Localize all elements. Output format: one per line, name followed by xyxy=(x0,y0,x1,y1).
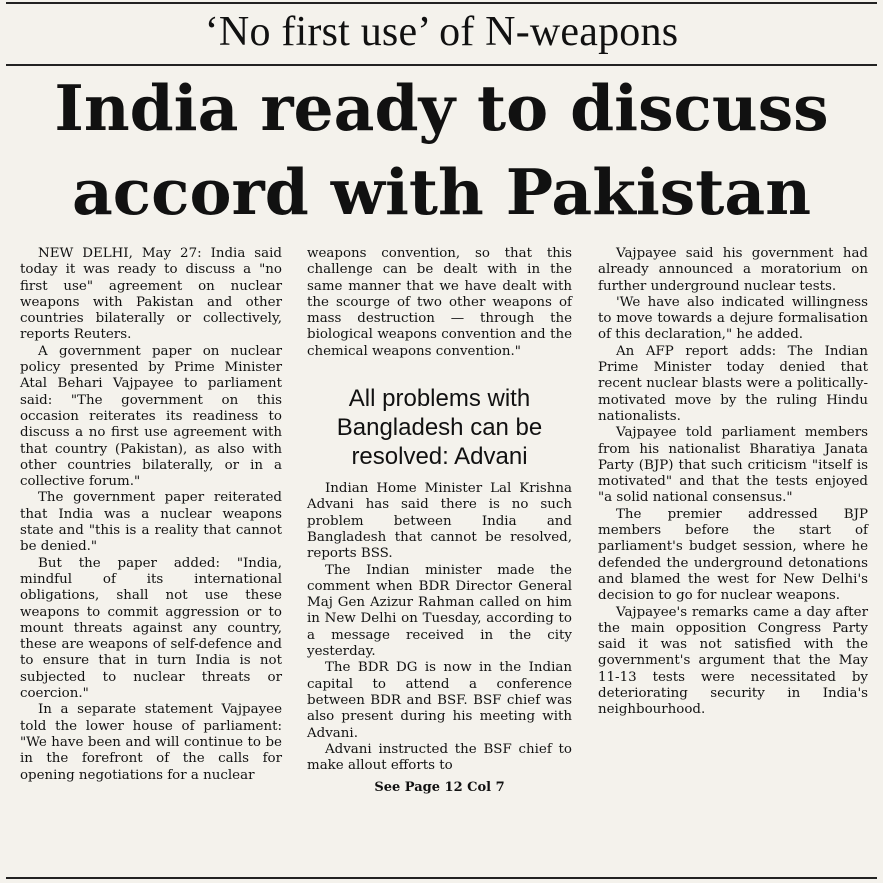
column-3 xyxy=(598,246,868,719)
paragraph: The government paper reiterated that India was a nuclear weapons state and "this is a reality that cannot be denied." xyxy=(20,490,282,555)
bottom-rule xyxy=(6,877,877,879)
paragraph: A government paper on nuclear policy presented by Prime Minister Atal Behari Vajpayee to parliament said: "The government on this occasion reiterates its readiness to discuss a no first use agreement with that country (Pakistan), as also with other countries bilaterally, or in a collective forum." xyxy=(20,343,282,490)
paragraph: Vajpayee said his government had already announced a moratorium on further underground nuclear tests. xyxy=(598,246,868,294)
paragraph: Indian Home Minister Lal Krishna Advani has said there is no such problem between India and Bangladesh that cannot be resolved, reports BSS. xyxy=(307,481,572,562)
paragraph: Vajpayee told parliament members from his nationalist Bharatiya Janata Party (BJP) that such criticism "itself is motivated" and that the tests enjoyed "a solid national consensus." xyxy=(598,425,868,506)
paragraph: The premier addressed BJP members before the start of parliament's budget session, where he defended the underground detonations and blamed the west for New Delhi's decision to go for nuclear weapons. xyxy=(598,506,868,604)
paragraph: An AFP report adds: The Indian Prime Minister today denied that recent nuclear blasts were a politically-motivated move by the ruling Hindu nationalists. xyxy=(598,343,868,424)
headline-line-2: accord with Pakistan xyxy=(71,155,812,229)
paragraph: In a separate statement Vajpayee told the lower house of parliament: "We have been and will continue to be in the forefront of the calls for opening negotiations for a nuclear xyxy=(20,702,282,783)
kicker: ‘No first use’ of N-weapons xyxy=(204,9,679,55)
paragraph: weapons convention, so that this challenge can be dealt with in the same manner that we have dealt with the scourge of two other weapons of mass destruction — through the biological weapons convention and the chemical weapons convention." xyxy=(307,246,572,359)
column-1 xyxy=(20,246,282,784)
headline-line-1: India ready to discuss xyxy=(54,71,829,145)
continued-on-page-note: See Page 12 Col 7 xyxy=(374,780,505,796)
headline xyxy=(0,66,883,234)
sub-headline: All problems with Bangladesh can be resolved: Advani xyxy=(336,385,543,471)
top-rule xyxy=(6,2,877,4)
paragraph: Vajpayee's remarks came a day after the main opposition Congress Party said it was not satisfied with the government's argument that the May 11-13 tests were necessitated by deteriorating security in India's neighbourhood. xyxy=(598,604,868,718)
paragraph: The Indian minister made the comment when BDR Director General Maj Gen Azizur Rahman called on him in New Delhi on Tuesday, according to a message received in the city yesterday. xyxy=(307,562,572,660)
paragraph: NEW DELHI, May 27: India said today it was ready to discuss a "no first use" agreement on nuclear weapons with Pakistan and other countries bilaterally or collectively, reports Reuters. xyxy=(20,246,282,343)
paragraph: 'We have also indicated willingness to move towards a dejure formalisation of this declaration," he added. xyxy=(598,294,868,343)
paragraph: The BDR DG is now in the Indian capital to attend a conference between BDR and BSF. BSF chief was also present during his meeting with Advani. xyxy=(307,660,572,741)
paragraph: But the paper added: "India, mindful of its international obligations, shall not use these weapons to commit aggression or to mount threats against any country, these are weapons of self-defence and to ensure that in turn India is not subjected to nuclear threats or coercion." xyxy=(20,555,282,702)
column-2 xyxy=(307,246,572,797)
paragraph: Advani instructed the BSF chief to make allout efforts to xyxy=(307,741,572,774)
article-columns xyxy=(20,246,870,866)
